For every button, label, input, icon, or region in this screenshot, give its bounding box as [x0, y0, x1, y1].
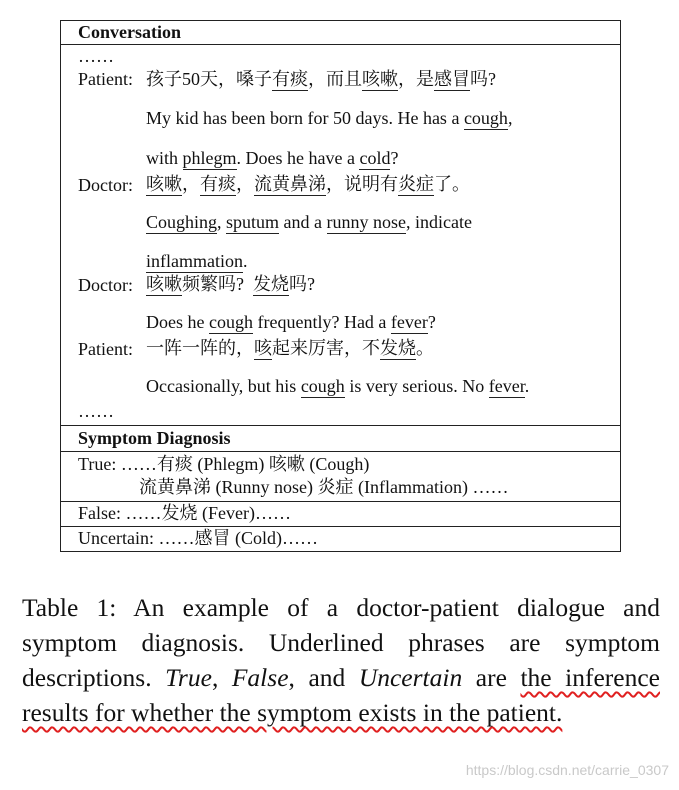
turn2-chinese: 咳嗽，有痰，流黄鼻涕，说明有炎症了。 — [146, 174, 470, 194]
symptom-phrase: phlegm — [182, 148, 237, 168]
symptom-phrase: 炎症 — [398, 174, 434, 194]
turn1-english-line1: My kid has been born for 50 days. He has a cough, — [146, 108, 513, 128]
watermark: https://blog.csdn.net/carrie_0307 — [465, 762, 669, 778]
symptom-phrase: 有痰 — [200, 174, 236, 194]
turn4-chinese: 一阵一阵的，咳起来厉害，不发烧。 — [146, 338, 434, 358]
symptom-phrase: 感冒 — [434, 69, 470, 89]
true-line1: True: ……有痰 (Phlegm) 咳嗽 (Cough) — [78, 454, 370, 474]
table-caption: Table 1: An example of a doctor-patient dialogue and symptom diagnosis. Underlined phrases are symptom descriptions. True, False, and Uncertain are the inference results for whether the symptom exists in the patient. — [22, 593, 660, 727]
symptom-phrase: fever — [488, 376, 525, 396]
conversation-body — [61, 44, 620, 425]
symptom-phrase: 发烧 — [253, 274, 289, 294]
conversation-header: Conversation — [78, 22, 181, 42]
diagnosis-false-row — [61, 501, 620, 526]
symptom-phrase: cough — [463, 108, 508, 128]
turn3-chinese: 咳嗽频繁吗? 发烧吗? — [146, 274, 315, 294]
turn3-speaker: Doctor: — [78, 275, 133, 295]
diagnosis-true-row — [61, 451, 620, 501]
symptom-phrase: cold — [359, 148, 391, 168]
turn1-speaker: Patient: — [78, 69, 133, 89]
symptom-phrase: 咳嗽 — [146, 174, 182, 194]
symptom-phrase: 有痰 — [272, 69, 308, 89]
symptom-phrase: 发烧 — [380, 338, 416, 358]
symptom-phrase: Coughing — [146, 212, 218, 232]
symptom-phrase: inflammation — [146, 251, 243, 271]
symptom-phrase: cough — [208, 312, 253, 332]
turn1-chinese: 孩子50天，嗓子有痰，而且咳嗽，是感冒吗? — [146, 69, 496, 89]
turn4-english: Occasionally, but his cough is very serious. No fever. — [146, 376, 530, 396]
example-table — [60, 20, 621, 552]
false-line: False: ……发烧 (Fever)…… — [78, 503, 291, 523]
symptom-phrase: 咳嗽 — [146, 274, 182, 294]
symptom-phrase: 咳 — [254, 338, 272, 358]
turn2-speaker: Doctor: — [78, 175, 133, 195]
turn2-english-line2: inflammation. — [146, 251, 248, 271]
ellipsis-top: …… — [78, 46, 114, 66]
true-line2: 流黄鼻涕 (Runny nose) 炎症 (Inflammation) …… — [139, 477, 509, 497]
symptom-phrase: fever — [390, 312, 428, 332]
symptom-phrase: runny nose — [326, 212, 407, 232]
caption-label: Table 1: — [22, 593, 117, 622]
turn2-english-line1: Coughing, sputum and a runny nose, indicate — [146, 212, 472, 232]
diagnosis-header: Symptom Diagnosis — [61, 425, 620, 451]
diagnosis-uncertain-row — [61, 526, 620, 551]
uncertain-line: Uncertain: ……感冒 (Cold)…… — [78, 528, 318, 548]
symptom-phrase: sputum — [226, 212, 280, 232]
turn4-speaker: Patient: — [78, 339, 133, 359]
spellcheck-underlined-text: the inference results for whether the symptom exists in the patient. — [22, 663, 660, 727]
symptom-phrase: cough — [300, 376, 345, 396]
ellipsis-bottom: …… — [78, 401, 114, 421]
turn3-english: Does he cough frequently? Had a fever? — [146, 312, 436, 332]
symptom-phrase: 流黄鼻涕 — [254, 174, 326, 194]
turn1-english-line2: with phlegm. Does he have a cold? — [146, 148, 399, 168]
symptom-phrase: 咳嗽 — [362, 69, 398, 89]
